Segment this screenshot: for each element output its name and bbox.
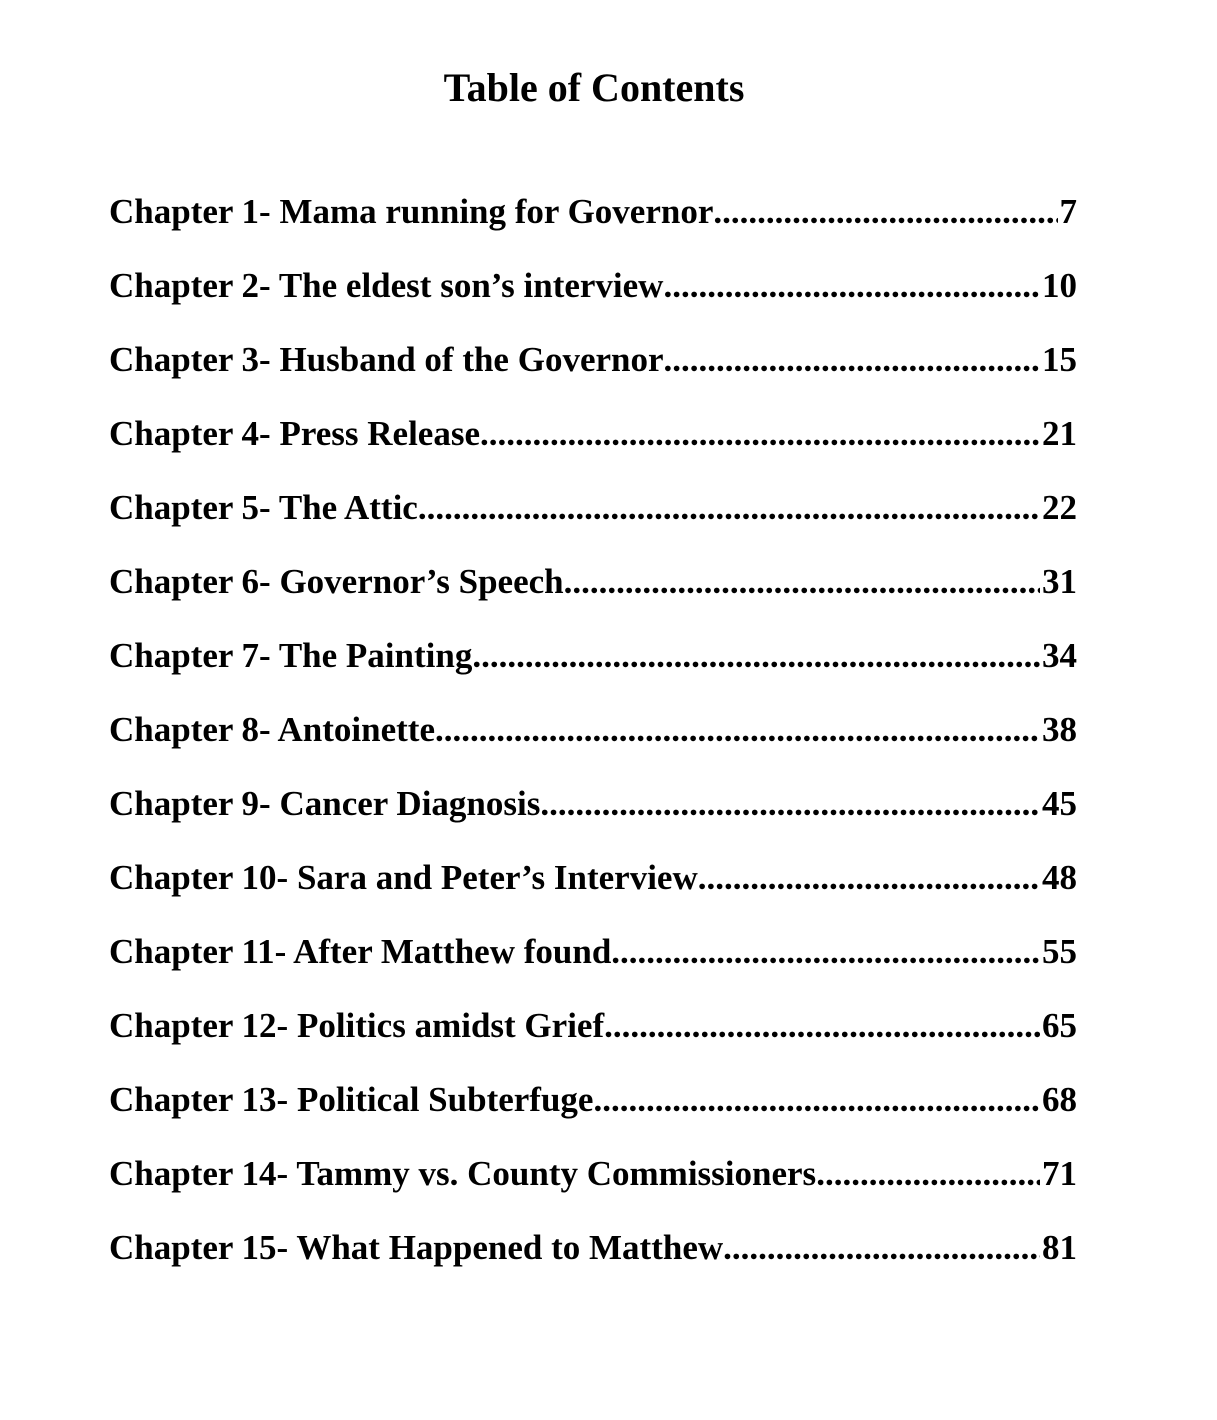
toc-entry-page-number: 21 [1042, 414, 1077, 453]
toc-entry-page-number: 45 [1042, 784, 1077, 823]
toc-entry-label: Chapter 6- Governor’s Speech [109, 562, 564, 601]
toc-entry-label: Chapter 11- After Matthew found [109, 932, 612, 971]
toc-entry-page-number: 81 [1042, 1228, 1077, 1267]
toc-entry-chapter-15 [109, 1222, 1077, 1296]
toc-entry-label: Chapter 4- Press Release [109, 414, 480, 453]
dot-leader [816, 1148, 1040, 1200]
toc-entry-chapter-11 [109, 926, 1077, 1000]
toc-entry-page-number: 7 [1059, 192, 1077, 231]
dot-leader [664, 334, 1040, 386]
toc-entry-chapter-8 [109, 704, 1077, 778]
dot-leader [663, 260, 1040, 312]
toc-entry-page-number: 55 [1042, 932, 1077, 971]
toc-entry-page-number: 31 [1042, 562, 1077, 601]
toc-entry-page-number: 10 [1042, 266, 1077, 305]
dot-leader [472, 630, 1040, 682]
toc-entry-chapter-1 [109, 186, 1077, 260]
toc-entry-chapter-9 [109, 778, 1077, 852]
toc-entry-page-number: 65 [1042, 1006, 1077, 1045]
dot-leader [593, 1074, 1040, 1126]
toc-entry-page-number: 15 [1042, 340, 1077, 379]
toc-entry-chapter-12 [109, 1000, 1077, 1074]
toc-entry-chapter-5 [109, 482, 1077, 556]
toc-entry-chapter-7 [109, 630, 1077, 704]
toc-entry-page-number: 38 [1042, 710, 1077, 749]
dot-leader [418, 482, 1040, 534]
toc-entry-label: Chapter 9- Cancer Diagnosis [109, 784, 541, 823]
toc-entry-label: Chapter 5- The Attic [109, 488, 418, 527]
dot-leader [480, 408, 1040, 460]
toc-entry-chapter-14 [109, 1148, 1077, 1222]
toc-entry-chapter-4 [109, 408, 1077, 482]
toc-entry-label: Chapter 14- Tammy vs. County Commissioners [109, 1154, 817, 1193]
toc-entry-label: Chapter 8- Antoinette [109, 710, 435, 749]
toc-entry-label: Chapter 1- Mama running for Governor [109, 192, 714, 231]
dot-leader [540, 778, 1040, 830]
toc-entry-label: Chapter 13- Political Subterfuge [109, 1080, 594, 1119]
toc-entry-label: Chapter 2- The eldest son’s interview [109, 266, 664, 305]
toc-entry-page-number: 22 [1042, 488, 1077, 527]
toc-entry-chapter-3 [109, 334, 1077, 408]
toc-entry-chapter-13 [109, 1074, 1077, 1148]
toc-entry-page-number: 48 [1042, 858, 1077, 897]
toc-entry-label: Chapter 3- Husband of the Governor [109, 340, 664, 379]
toc-list [109, 186, 1077, 1296]
toc-entry-chapter-2 [109, 260, 1077, 334]
toc-entry-label: Chapter 15- What Happened to Matthew [109, 1228, 724, 1267]
toc-entry-label: Chapter 12- Politics amidst Grief [109, 1006, 605, 1045]
dot-leader [713, 186, 1057, 238]
dot-leader [604, 1000, 1040, 1052]
dot-leader [723, 1222, 1040, 1274]
toc-entry-chapter-10 [109, 852, 1077, 926]
toc-entry-page-number: 34 [1042, 636, 1077, 675]
toc-entry-page-number: 71 [1042, 1154, 1077, 1193]
toc-entry-label: Chapter 10- Sara and Peter’s Interview [109, 858, 698, 897]
dot-leader [564, 556, 1040, 608]
dot-leader [698, 852, 1040, 904]
dot-leader [611, 926, 1040, 978]
toc-entry-page-number: 68 [1042, 1080, 1077, 1119]
toc-entry-chapter-6 [109, 556, 1077, 630]
dot-leader [435, 704, 1040, 756]
toc-title: Table of Contents [443, 65, 745, 110]
toc-entry-label: Chapter 7- The Painting [109, 636, 473, 675]
